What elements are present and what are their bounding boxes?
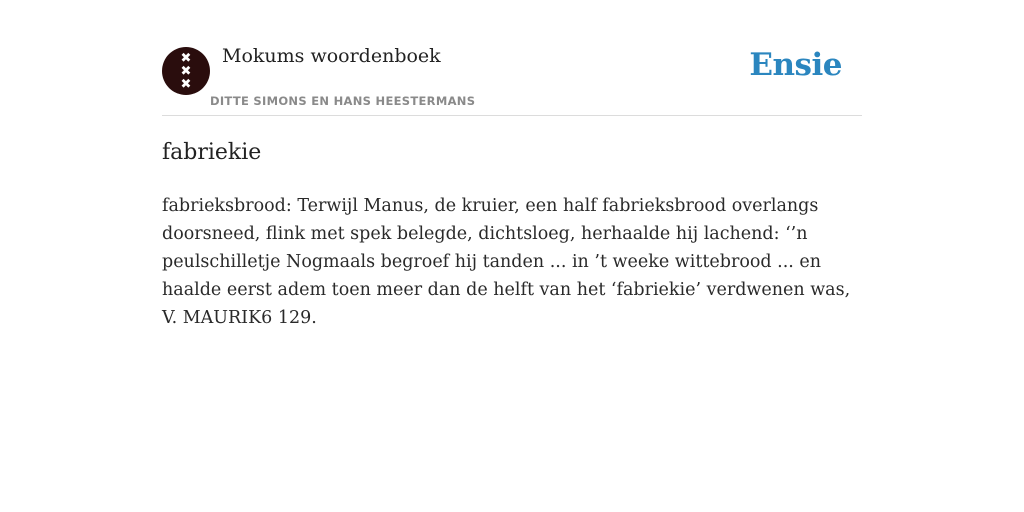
entry-title: fabriekie [162,140,262,165]
logo-icon[interactable] [162,47,210,95]
header [162,0,862,116]
brand-logo-link[interactable]: Ensie [749,47,842,83]
site-title-link[interactable]: Mokums woordenboek [222,45,441,67]
cross-icon: ✖ [180,76,192,92]
authors-subtitle: DITTE SIMONS EN HANS HEESTERMANS [210,94,476,108]
entry-definition: fabrieksbrood: Terwijl Manus, de kruier, een half fabrieksbrood overlangs doorsneed, flink met spek belegde, dichtsloeg, herhaalde hij lachend: ‘’n peulschilletje Nogmaals begroef hij tanden ... in ’t weeke wittebrood ... en haalde eerst adem toen meer dan de helft van het ‘fabriekie’ verdwenen was, V. MAURIK6 129. [162,196,851,328]
page [162,0,862,328]
cross-icon: ✖ [180,50,192,66]
cross-icon: ✖ [180,63,192,79]
